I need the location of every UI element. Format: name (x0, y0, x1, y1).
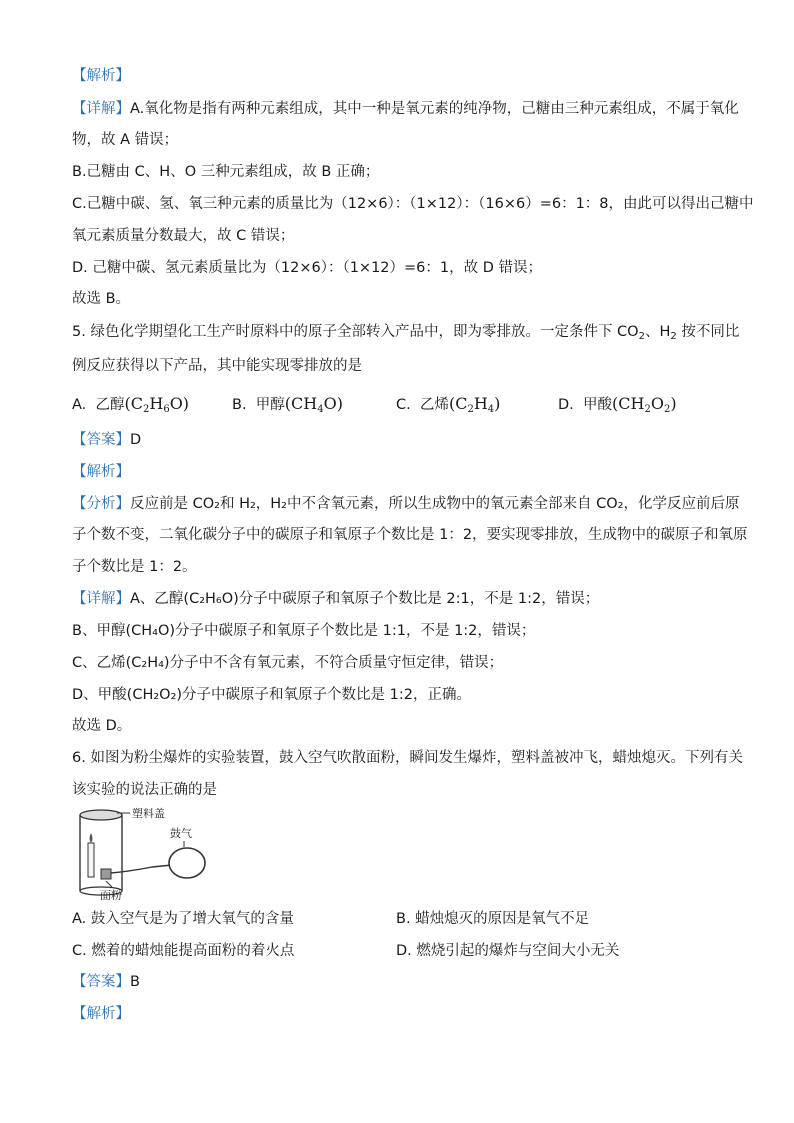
flour-label: 面粉 (100, 889, 122, 900)
q5-detail-line-1: 【详解】A、乙醇(C₂H₆O)分子中碳原子和氧原子个数比是 2:1，不是 1:2，错误； (72, 591, 600, 607)
q6-analysis-heading: 【解析】 (72, 1006, 130, 1022)
q5-option-b: B. 甲醇$(CH_4O)$ (232, 394, 343, 415)
q5-analysis-heading: 【解析】 (72, 464, 130, 480)
air-label: 鼓气 (170, 827, 192, 840)
q5-detail-line-2: B、甲醇(CH₄O)分子中碳原子和氧原子个数比是 1:1，不是 1:2，错误； (72, 623, 536, 639)
q4-detail-line-1: 【详解】A.氧化物是指有两种元素组成，其中一种是氧元素的纯净物，己糖由三种元素组成，不属于氧化 (72, 101, 739, 117)
q5-option-a: A. 乙醇$(C_2H_6O)$ (72, 394, 190, 415)
q6-stem-line-1: 6. 如图为粉尘爆炸的实验装置，鼓入空气吹散面粉，瞬间发生爆炸，塑料盖被冲飞，蜡烛熄灭。下列有关 (72, 750, 743, 766)
lid-label: 塑料盖 (132, 807, 165, 820)
q4-conclusion: 故选 B。 (72, 291, 131, 307)
q5-analysis-line-1: 【分析】反应前是 CO₂和 H₂，H₂中不含氧元素，所以生成物中的氧元素全部来自 CO₂，化学反应前后原 (72, 496, 740, 512)
q5-option-c: C. 乙烯$(C_2H_4)$ (396, 394, 501, 415)
q4-detail-line-3: B.己糖由 C、H、O 三种元素组成，故 B 正确； (72, 164, 380, 180)
q5-option-d: D. 甲酸$(CH_2O_2)$ (558, 394, 677, 415)
q4-detail-line-5: 氧元素质量分数最大，故 C 错误； (72, 228, 295, 244)
q5-conclusion: 故选 D。 (72, 718, 132, 734)
q6-option-a: A. 鼓入空气是为了增大氧气的含量 (72, 911, 294, 927)
q6-stem-line-2: 该实验的说法正确的是 (72, 782, 217, 798)
q5-analysis-line-2: 子个数不变，二氧化碳分子中的碳原子和氧原子个数比是 1：2，要实现零排放，生成物中的碳原子和氧原 (72, 527, 748, 543)
q6-option-d: D. 燃烧引起的爆炸与空间大小无关 (396, 943, 620, 959)
q4-detail-line-2: 物，故 A 错误； (72, 132, 179, 148)
q4-analysis-heading: 【解析】 (72, 68, 130, 84)
dust-explosion-apparatus-figure (72, 805, 232, 900)
q5-detail-line-4: D、甲酸(CH₂O₂)分子中碳原子和氧原子个数比是 1:2，正确。 (72, 687, 471, 703)
q5-detail-line-3: C、乙烯(C₂H₄)分子中不含有氧元素，不符合质量守恒定律，错误； (72, 655, 504, 671)
q5-analysis-line-3: 子个数比是 1：2。 (72, 559, 197, 575)
q6-option-b: B. 蜡烛熄灭的原因是氧气不足 (396, 911, 590, 927)
q5-stem-line-2: 例反应获得以下产品，其中能实现零排放的是 (72, 358, 362, 374)
q5-answer: 【答案】D (72, 432, 142, 448)
q5-stem-line-1: 5. 绿色化学期望化工生产时原料中的原子全部转入产品中，即为零排放。一定条件下 $CO_2$、$H_2$ 按不同比 (72, 324, 740, 342)
q6-answer: 【答案】B (72, 974, 140, 990)
q4-detail-line-6: D. 己糖中碳、氢元素质量比为（12×6）：（1×12）=6：1，故 D 错误； (72, 260, 543, 276)
q4-detail-line-4: C.己糖中碳、氢、氧三种元素的质量比为（12×6）：（1×12）：（16×6）=6：1：8，由此可以得出己糖中 (72, 196, 754, 212)
q6-option-c: C. 燃着的蜡烛能提高面粉的着火点 (72, 943, 295, 959)
